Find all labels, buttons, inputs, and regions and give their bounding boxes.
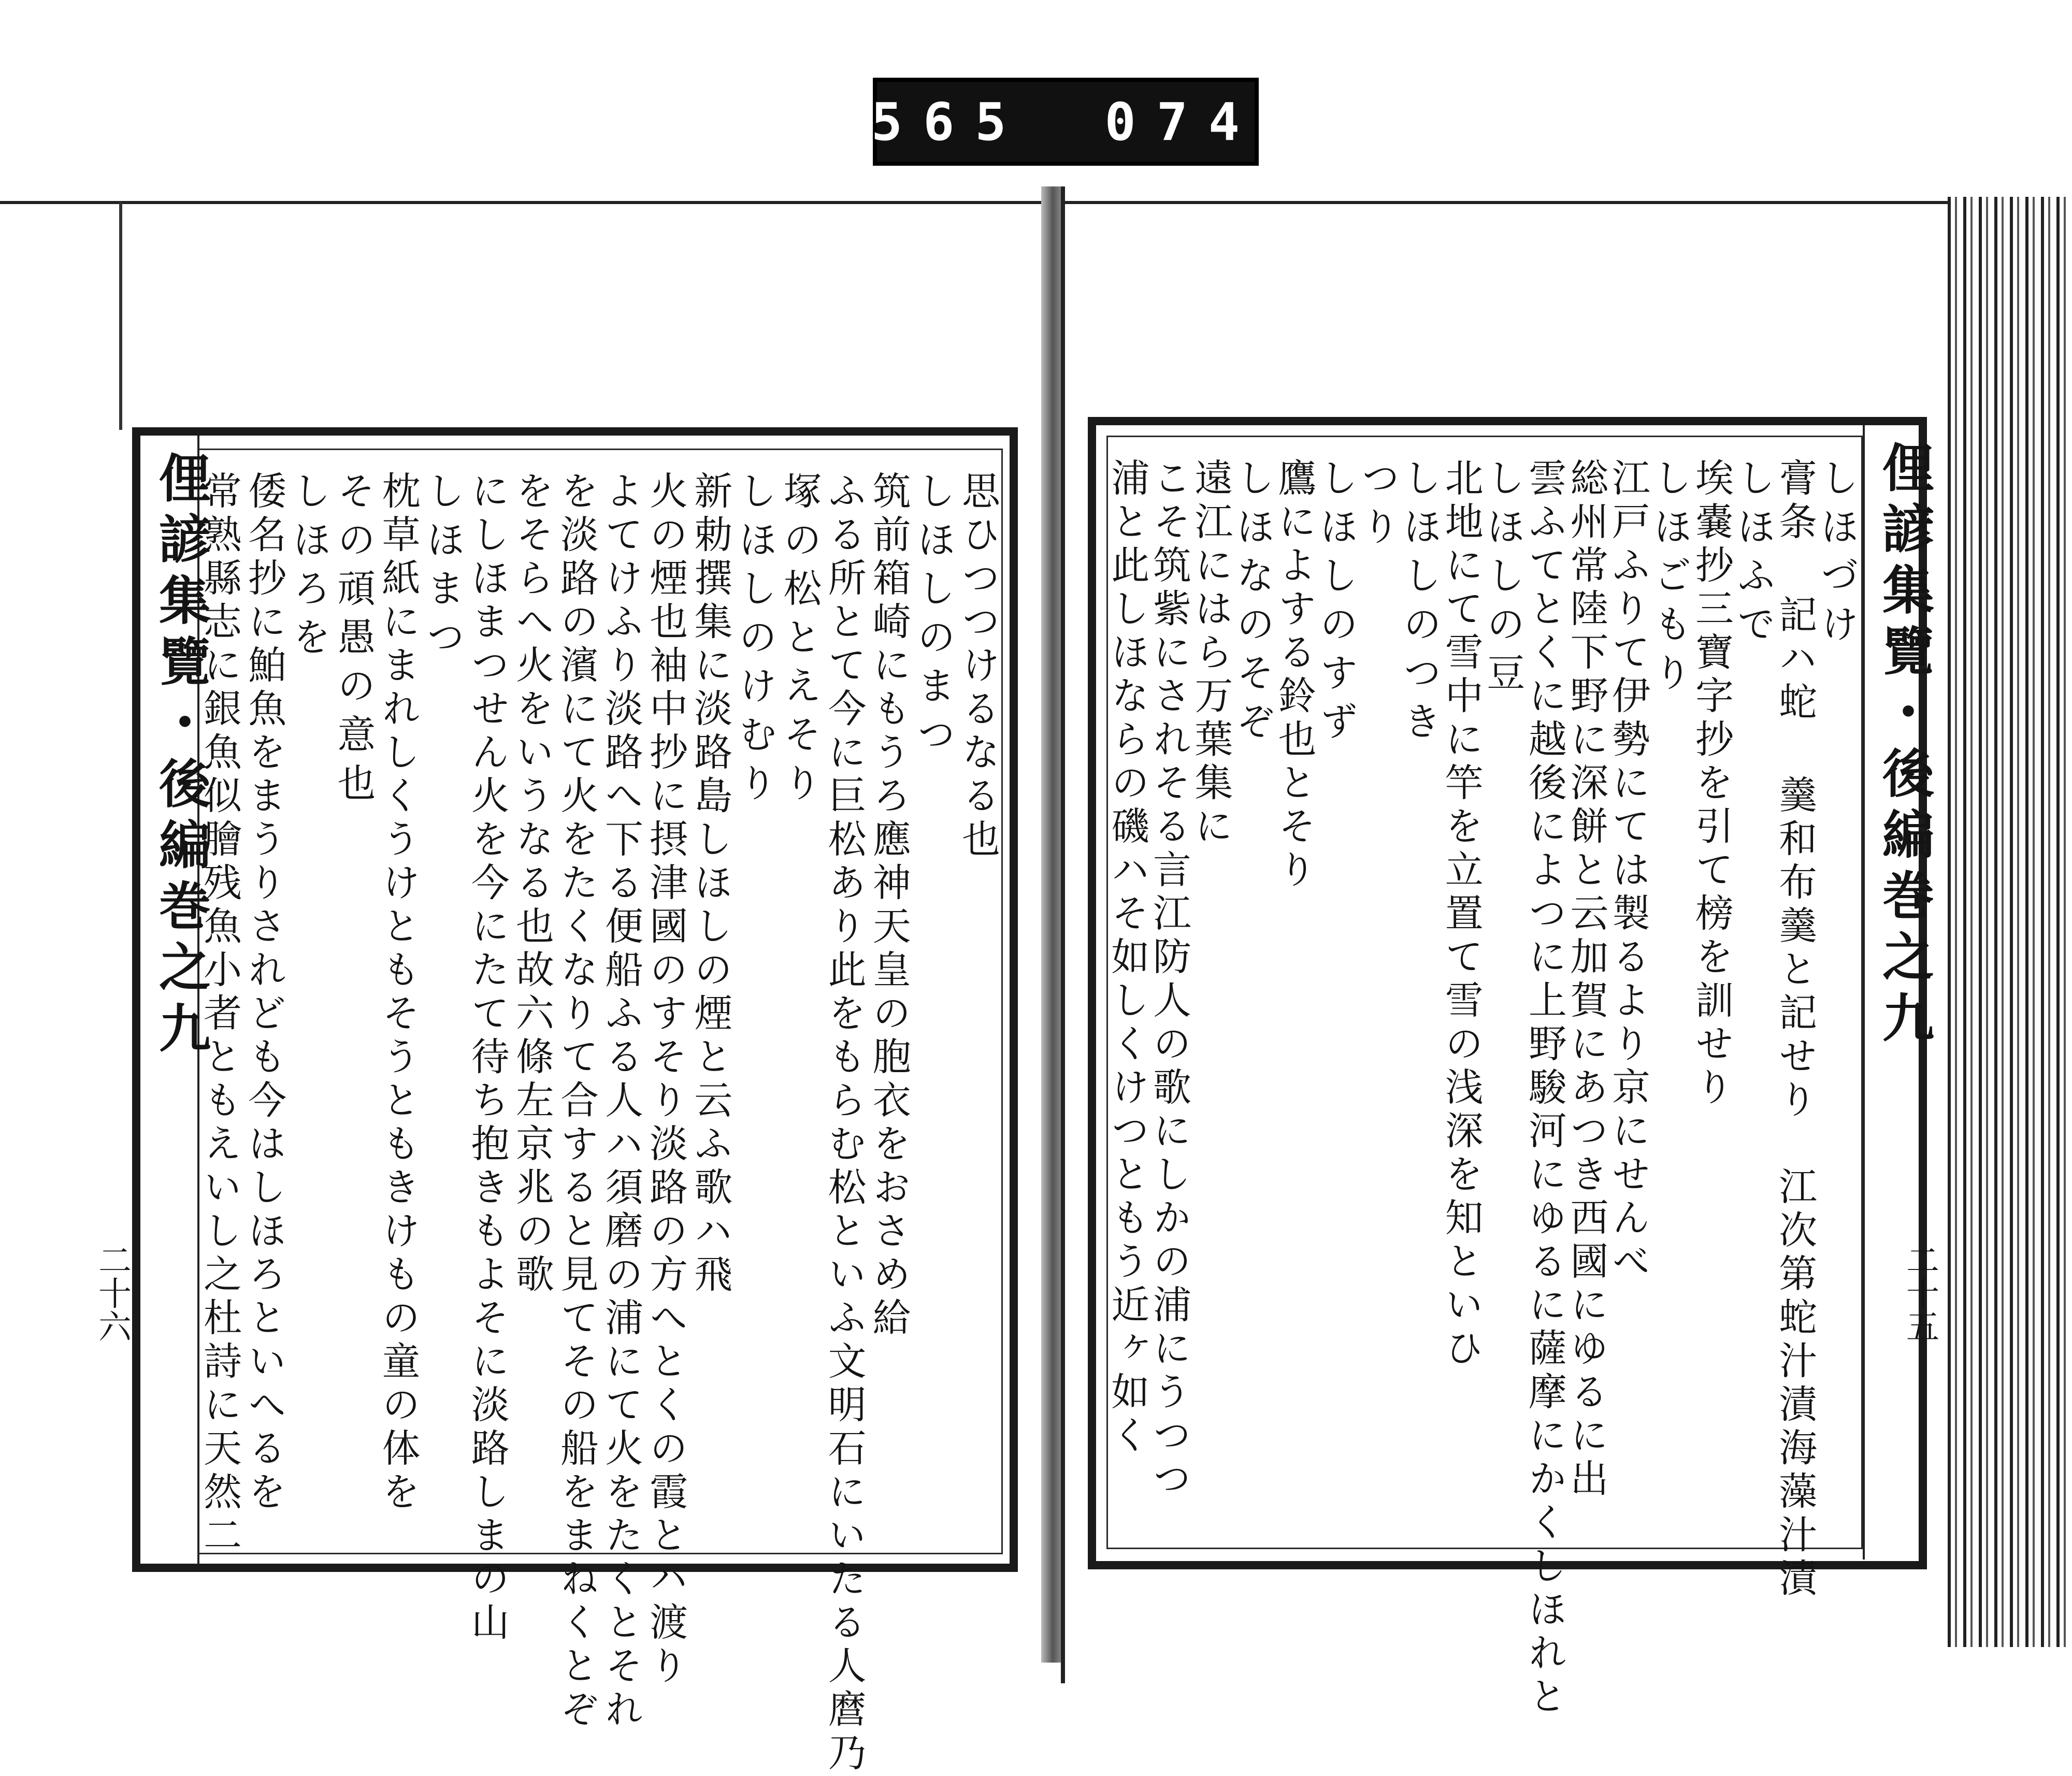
left-page-number: 二十六 bbox=[93, 1243, 131, 1342]
right-page-text-column: しほしのすず bbox=[1314, 458, 1359, 750]
right-page-text-columns bbox=[1105, 458, 1859, 1720]
left-page-text-column: しほしのけむり bbox=[732, 471, 778, 812]
right-page-text-column: こそ筑紫にされそる言江防人の歌にしかの浦にうつつ bbox=[1146, 458, 1191, 1502]
right-page-text-column: しほなのそぞ bbox=[1230, 458, 1275, 750]
left-page-text-column: 思ひつつけるなる也 bbox=[955, 471, 1000, 862]
left-page-text-column: ふる所とて今に巨松あり此をもらむ松といふ文明石にいたる人麿乃 bbox=[822, 471, 867, 1776]
right-page-side-title: 俚諺集覽・後編巻之九 bbox=[1874, 441, 1935, 1052]
left-page-text-column: 常熟縣志に銀魚似膾残魚小者ともえいし之杜詩に天然二 bbox=[197, 471, 242, 1558]
left-page-side-title: 俚諺集覽・後編巻之九 bbox=[150, 451, 211, 1062]
right-page-text-column: 膏条 記ハ蛇 羹和布羹と記せり 江次第蛇汁漬海藻汁漬 bbox=[1773, 458, 1818, 1601]
film-reel-number: 565 bbox=[871, 91, 1027, 152]
left-page-text-column: よてけふり淡路へ下る便船ふる人ハ須磨の浦にて火をたくとそれ bbox=[599, 471, 644, 1732]
left-page-text-column: 新勅撰集に淡路島しほしの煙と云ふ歌ハ飛 bbox=[688, 471, 733, 1297]
left-page-text-column: 倭名抄に鮊魚をまうりされども今はしほろといへるを bbox=[242, 471, 287, 1515]
right-page-text-column: 埃嚢抄三寶字抄を引て榜を訓せり bbox=[1689, 458, 1734, 1110]
right-page-text-column: しほごもり bbox=[1647, 458, 1692, 701]
left-page-text-column: しほろを bbox=[286, 471, 332, 666]
right-page-text-column: 遠江にはら万葉集に bbox=[1188, 458, 1233, 849]
left-page-text-column: しほまつ bbox=[420, 471, 465, 666]
left-page-text-column: しほしのまつ bbox=[911, 471, 956, 763]
left-page-text-column: その頑愚の意也 bbox=[331, 471, 376, 812]
right-page-text-column: 浦と此しほならの磯ハそ如しくけつともう近ヶ如く bbox=[1105, 458, 1150, 1459]
right-page-text-column: 北地にて雪中に竿を立置て雪の浅深を知といひ bbox=[1438, 458, 1484, 1371]
left-page-text-column: 枕草紙にまれしくうけともそうともきけもの童の体を bbox=[376, 471, 421, 1515]
right-page-text-column: しほふで bbox=[1731, 458, 1776, 653]
right-page-text-column: 江戸ふりて伊勢にては製るより京にせんべ bbox=[1605, 458, 1650, 1284]
left-page-text-column: 火の煙也袖中抄に摂津國のすそり淡路の方へとくの霞とハ渡り bbox=[643, 471, 688, 1689]
book-spine-line bbox=[1061, 186, 1065, 1683]
right-page-side-strip bbox=[1863, 425, 1935, 1560]
left-page-text-column: をそらへ火をいうなる也故六條左京兆の歌 bbox=[509, 471, 554, 1297]
left-page-text-columns bbox=[197, 471, 1002, 1776]
film-frame-number: 074 bbox=[1104, 91, 1261, 152]
right-page-text-column: 総州常陸下野に深餅と云加賀にあつき西國にゆるに出 bbox=[1564, 458, 1609, 1502]
film-reel-label bbox=[873, 78, 1259, 166]
left-page-frame bbox=[132, 427, 1018, 1776]
right-page-text-column: しほしの豆 bbox=[1480, 458, 1526, 701]
right-page-frame bbox=[1088, 417, 1935, 1720]
left-page-text-area bbox=[197, 449, 1003, 1776]
left-page-text-column: を淡路の濱にて火をたくなりて合すると見てその船をまねくとぞ bbox=[554, 471, 599, 1732]
left-page-text-column: 塚の松とえそり bbox=[777, 471, 822, 812]
right-page-text-column: つり bbox=[1355, 458, 1400, 555]
left-page-text-column: 筑前箱崎にもうろ應神天皇の胞衣をおさめ給 bbox=[866, 471, 911, 1341]
left-page-text-column: にしほまつせん火を今にたて待ち抱きもよそに淡路しまの山 bbox=[465, 471, 510, 1645]
right-page-number: 二十五 bbox=[1901, 1243, 1939, 1342]
right-page-text-column: しほづけ bbox=[1814, 458, 1859, 653]
left-page-side-strip bbox=[140, 436, 211, 1565]
right-page-text-column: しほしのつき bbox=[1397, 458, 1442, 750]
right-page-text-area bbox=[1105, 436, 1863, 1720]
right-page-text-column: 雲ふてとくに越後によつに上野駿河にゆるに薩摩にかくしほれと bbox=[1522, 458, 1567, 1720]
book-edge-pages bbox=[1948, 197, 2072, 1647]
right-page-text-column: 鷹によする鈴也とそり bbox=[1272, 458, 1317, 893]
